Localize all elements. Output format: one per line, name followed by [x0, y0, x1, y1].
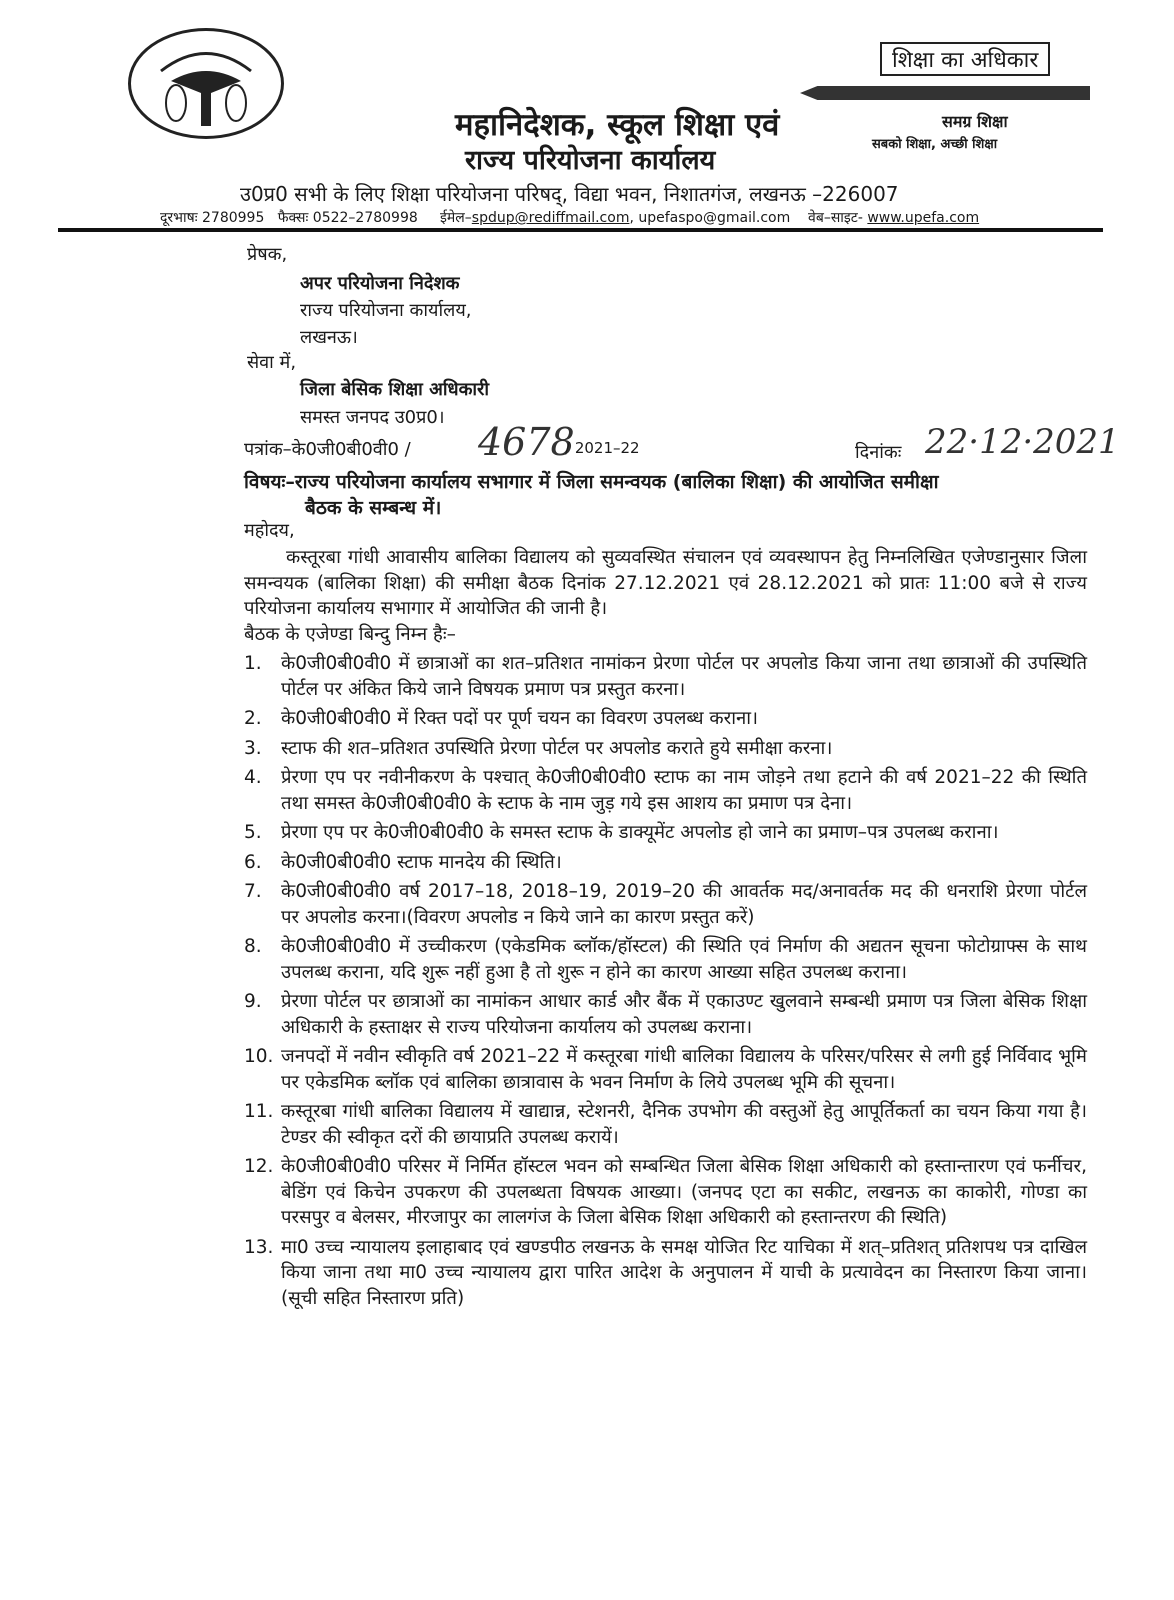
agenda-num: 10. [244, 1046, 274, 1067]
email-label: ईमेल– [440, 210, 472, 226]
sender-city: लखनऊ। [300, 327, 358, 348]
agenda-text: के0जी0बी0वी0 में छात्राओं का शत–प्रतिशत नामांकन प्रेरणा पोर्टल पर अपलोड किया जाना तथा छात्राओं की उपस्थिति पोर्टल पर अंकित किये जाने विषयक प्रमाण पत्र प्रस्तुत करना। [281, 653, 1087, 700]
letter-body [244, 545, 1087, 1311]
seal-emblem-icon [131, 31, 281, 136]
samagra-shiksha-logo [800, 28, 1100, 152]
agenda-text: स्टाफ की शत–प्रतिशत उपस्थिति प्रेरणा पोर्टल पर अपलोड कराते हुये समीक्षा करना। [281, 737, 833, 759]
agenda-text: प्रेरणा एप पर के0जी0बी0वी0 के समस्त स्टाफ के डाक्यूमेंट अपलोड हो जाने का प्रमाण–पत्र उपलब्ध कराना। [281, 822, 999, 843]
intro-paragraph: कस्तूरबा गांधी आवासीय बालिका विद्यालय को सुव्यवस्थित संचालन एवं व्यवस्थापन हेतु निम्नलिखित एजेण्डानुसार जिला समन्वयक (बालिका शिक्षा) की समीक्षा बैठक दिनांक 27.12.2021 एवं 28.12.2021 को प्रातः 11:00 बजे से राज्य परियोजना कार्यालय सभागार में आयोजित की जानी है। [244, 547, 1087, 619]
reference-number-handwritten: 4678 [478, 420, 575, 464]
recipient-label: सेवा में, [247, 352, 297, 373]
agenda-item [244, 820, 1087, 846]
agenda-num: 13. [244, 1236, 274, 1258]
agenda-item [244, 765, 1087, 816]
office-title-line1: महानिदेशक, स्कूल शिक्षा एवं [455, 107, 780, 143]
brand-tagline: सबको शिक्षा, अच्छी शिक्षा [872, 137, 998, 152]
agenda-item [244, 1099, 1087, 1150]
recipient-name: जिला बेसिक शिक्षा अधिकारी [300, 379, 490, 400]
agenda-item [244, 934, 1087, 985]
agenda-text: जनपदों में नवीन स्वीकृति वर्ष 2021–22 में कस्तूरबा गांधी बालिका विद्यालय के परिसर/परिसर से लगी हुई निर्विवाद भूमि पर एकेडमिक ब्लॉक एवं बालिका छात्रावास के भवन निर्माण के लिये उपलब्ध भूमि की सूचना। [281, 1046, 1087, 1093]
agenda-text: मा0 उच्च न्यायालय इलाहाबाद एवं खण्डपीठ लखनऊ के समक्ष योजित रिट याचिका में शत्–प्रतिशत् प्रतिशपथ पत्र दाखिल किया जाना तथा मा0 उच्च न्यायालय द्वारा पारित आदेश के अनुपालन में याची के प्रत्यावेदन का निस्तारण किया जाना।(सूची सहित निस्तारण प्रति) [281, 1236, 1087, 1309]
recipient-place: समस्त जनपद उ0प्र0। [300, 407, 445, 428]
email-2[interactable]: , upefaspo@gmail.com [629, 210, 791, 226]
email-link-1[interactable]: spdup@rediffmail.com [471, 210, 630, 226]
salutation: महोदय, [244, 520, 295, 541]
agenda-num: 7. [244, 881, 262, 902]
agenda-list [244, 651, 1087, 1311]
subject-line2: बैठक के सम्बन्ध में। [305, 497, 442, 519]
date-label: दिनांकः [855, 442, 902, 463]
fax: फैक्सः 0522–2780998 [277, 210, 418, 226]
web-label: वेब–साइट- [808, 210, 863, 226]
up-government-seal-logo [128, 28, 284, 139]
agenda-num: 3. [244, 737, 262, 759]
header-divider [58, 228, 1103, 232]
agenda-num: 2. [244, 708, 262, 729]
sender-label: प्रेषक, [247, 244, 288, 265]
agenda-item [244, 736, 1087, 762]
agenda-item [244, 879, 1087, 930]
agenda-item [244, 1154, 1087, 1231]
brand-name: समग्र शिक्षा [942, 112, 1008, 131]
agenda-text: कस्तूरबा गांधी बालिका विद्यालय में खाद्यान्न, स्टेशनरी, दैनिक उपभोग की वस्तुओं हेतु आपूर्तिकर्ता का चयन किया गया है। टेण्डर की स्वीकृत दरों की छायाप्रति उपलब्ध करायें। [281, 1101, 1087, 1148]
agenda-text: के0जी0बी0वी0 वर्ष 2017–18, 2018–19, 2019–20 की आवर्तक मद/अनावर्तक मद की धनराशि प्रेरणा पोर्टल पर अपलोड करना।(विवरण अपलोड न किये जाने का कारण प्रस्तुत करें) [281, 881, 1087, 928]
agenda-item [244, 850, 1087, 876]
agenda-item [244, 989, 1087, 1040]
agenda-num: 5. [244, 822, 262, 843]
agenda-text: के0जी0बी0वी0 स्टाफ मानदेय की स्थिति। [281, 851, 562, 873]
pencil-icon [800, 86, 1090, 100]
agenda-item [244, 706, 1087, 732]
agenda-text: प्रेरणा पोर्टल पर छात्राओं का नामांकन आधार कार्ड और बैंक में एकाउण्ट खुलवाने सम्बन्धी प्रमाण पत्र जिला बेसिक शिक्षा अधिकारी के हस्ताक्षर से राज्य परियोजना कार्यालय को उपलब्ध कराना। [281, 991, 1087, 1038]
reference-year: / 2021–22 [565, 439, 640, 457]
agenda-num: 1. [244, 653, 262, 674]
agenda-num: 9. [244, 991, 262, 1012]
office-title-line2: राज्य परियोजना कार्यालय [465, 145, 716, 176]
agenda-intro: बैठक के एजेण्डा बिन्दु निम्न हैः– [244, 623, 456, 645]
agenda-text: प्रेरणा एप पर नवीनीकरण के पश्चात् के0जी0बी0वी0 स्टाफ का नाम जोड़ने तथा हटाने की वर्ष 2021–22 की स्थिति तथा समस्त के0जी0बी0वी0 के स्टाफ के नाम जुड़ गये इस आशय का प्रमाण पत्र देना। [281, 767, 1087, 814]
sender-office: राज्य परियोजना कार्यालय, [300, 300, 472, 321]
brand-title: शिक्षा का अधिकार [880, 42, 1050, 76]
agenda-text: के0जी0बी0वी0 में रिक्त पदों पर पूर्ण चयन का विवरण उपलब्ध कराना। [281, 708, 759, 729]
agenda-num: 6. [244, 851, 262, 873]
agenda-item [244, 1235, 1087, 1312]
office-address: उ0प्र0 सभी के लिए शिक्षा परियोजना परिषद्, विद्या भवन, निशातगंज, लखनऊ –226007 [240, 182, 899, 206]
agenda-item [244, 651, 1087, 702]
agenda-text: के0जी0बी0वी0 परिसर में निर्मित हॉस्टल भवन को सम्बन्धित जिला बेसिक शिक्षा अधिकारी को हस्तान्तारण एवं फर्नीचर, बेडिंग एवं किचेन उपकरण की उपलब्धता विषयक आख्या। (जनपद एटा का सकीट, लखनऊ का काकोरी, गोण्डा का परसपुर व बेलसर, मीरजापुर का लालगंज के जिला बेसिक शिक्षा अधिकारी को हस्तान्तरण की स्थिति) [281, 1156, 1087, 1228]
contact-line [160, 208, 1060, 227]
date-handwritten: 22·12·2021 [925, 422, 1120, 462]
agenda-num: 12. [244, 1156, 274, 1177]
subject-line1: विषयः–राज्य परियोजना कार्यालय सभागार में जिला समन्वयक (बालिका शिक्षा) की आयोजित समीक्षा [244, 471, 939, 493]
agenda-num: 4. [244, 767, 262, 788]
agenda-item [244, 1044, 1087, 1095]
agenda-num: 8. [244, 936, 262, 957]
sender-name: अपर परियोजना निदेशक [300, 273, 460, 294]
website-link[interactable]: www.upefa.com [867, 210, 980, 226]
reference-prefix: पत्रांक–के0जी0बी0वी0 / [244, 439, 411, 460]
agenda-num: 11. [244, 1101, 274, 1122]
phone: दूरभाषः 2780995 [160, 210, 265, 226]
agenda-text: के0जी0बी0वी0 में उच्चीकरण (एकेडमिक ब्लॉक/हॉस्टल) की स्थिति एवं निर्माण की अद्यतन सूचना फोटोग्राफ्स के साथ उपलब्ध कराना, यदि शुरू नहीं हुआ है तो शुरू न होने का कारण आख्या सहित उपलब्ध कराना। [281, 936, 1087, 983]
